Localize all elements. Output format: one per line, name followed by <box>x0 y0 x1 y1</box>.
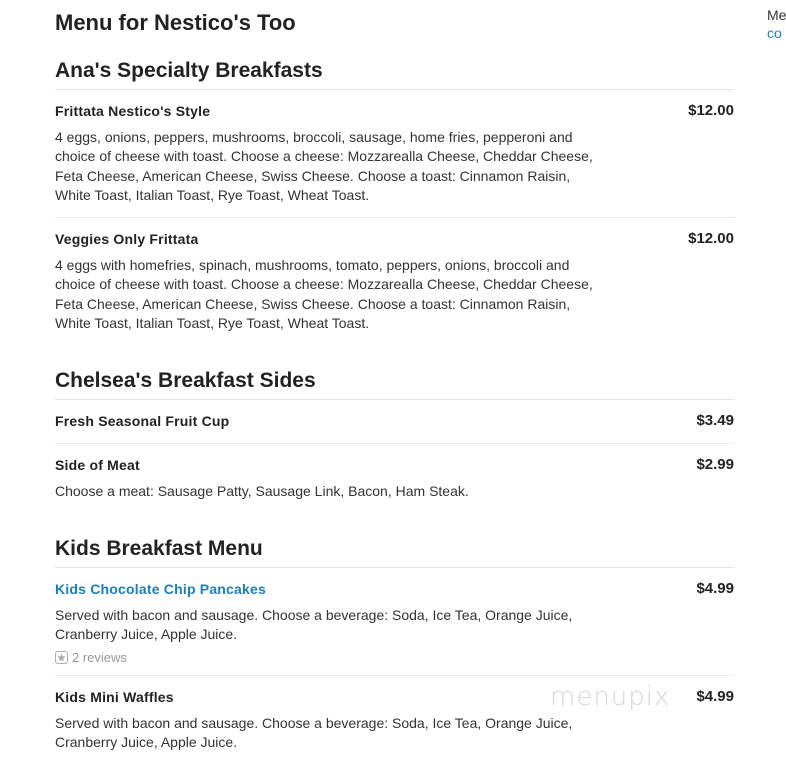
menu-item <box>55 218 734 346</box>
menu-item <box>55 568 734 676</box>
item-name: Fresh Seasonal Fruit Cup <box>55 413 230 429</box>
item-name: Frittata Nestico's Style <box>55 103 211 119</box>
menu-item <box>55 444 734 514</box>
section-title: Ana's Specialty Breakfasts <box>55 56 734 90</box>
watermark-logo: menupix <box>550 682 671 712</box>
item-price: $12.00 <box>688 230 734 247</box>
side-note-line1: Me <box>767 7 786 23</box>
item-name: Kids Mini Waffles <box>55 689 174 705</box>
side-note[interactable] <box>767 6 786 42</box>
item-description: Served with bacon and sausage. Choose a beverage: Soda, Ice Tea, Orange Juice, Cranberry Juice, Apple Juice. <box>55 607 573 643</box>
item-price: $12.00 <box>688 102 734 119</box>
star-icon <box>55 651 68 664</box>
section-kids-breakfast <box>55 534 734 776</box>
section-specialty-breakfasts <box>55 56 734 346</box>
reviews-link[interactable] <box>55 650 127 665</box>
page-title: Menu for Nestico's Too <box>55 10 296 35</box>
item-description: Choose a meat: Sausage Patty, Sausage Link, Bacon, Ham Steak. <box>55 483 469 499</box>
item-name: Side of Meat <box>55 457 140 473</box>
section-breakfast-sides <box>55 366 734 514</box>
reviews-count[interactable]: 2 reviews <box>72 650 127 665</box>
menu-item <box>55 400 734 444</box>
item-price: $3.49 <box>696 412 734 429</box>
item-price: $4.99 <box>696 580 734 597</box>
section-title: Chelsea's Breakfast Sides <box>55 366 734 400</box>
item-name-link[interactable]: Kids Chocolate Chip Pancakes <box>55 581 266 597</box>
item-description: 4 eggs, onions, peppers, mushrooms, broccoli, sausage, home fries, pepperoni and choice of cheese with toast. Choose a cheese: Mozzarealla Cheese, Cheddar Cheese, Feta Cheese, American Cheese, Swiss Cheese. Choose a toast: Cinnamon Raisin, White Toast, Italian Toast, Rye Toast, Wheat Toast. <box>55 129 593 203</box>
item-description: 4 eggs with homefries, spinach, mushrooms, tomato, peppers, onions, broccoli and choice of cheese with toast. Choose a cheese: Mozzarealla Cheese, Cheddar Cheese, Feta Cheese, American Cheese, Swiss Cheese. Choose a toast: Cinnamon Raisin, White Toast, Italian Toast, Rye Toast, Wheat Toast. <box>55 257 593 331</box>
menu-item <box>55 90 734 218</box>
side-note-link[interactable]: co <box>767 25 782 41</box>
item-name: Veggies Only Frittata <box>55 231 199 247</box>
section-title: Kids Breakfast Menu <box>55 534 734 568</box>
item-description: Served with bacon and sausage. Choose a beverage: Soda, Ice Tea, Orange Juice, Cranberry Juice, Apple Juice. <box>55 715 573 751</box>
item-price: $2.99 <box>696 456 734 473</box>
item-price: $4.99 <box>696 688 734 705</box>
